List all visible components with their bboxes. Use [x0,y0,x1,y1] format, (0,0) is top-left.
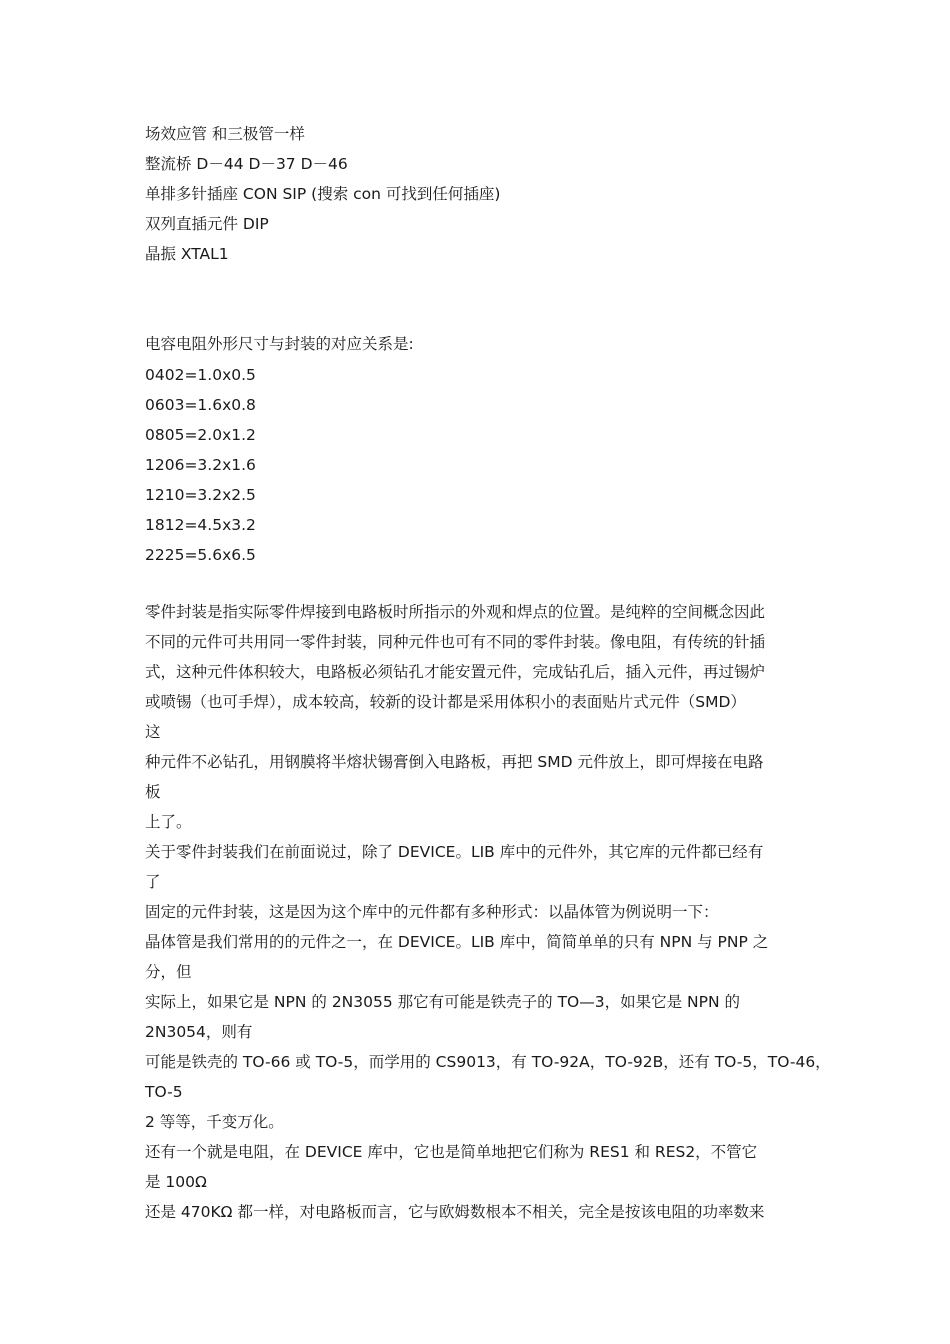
text-line: 1210=3.2x2.5 [145,486,256,504]
text-line: 板 [145,783,161,801]
text-line: 1206=3.2x1.6 [145,456,256,474]
text-line: 不同的元件可共用同一零件封装，同种元件也可有不同的零件封装。像电阻，有传统的针插 [145,633,766,651]
text-line: 关于零件封装我们在前面说过，除了 DEVICE。LIB 库中的元件外，其它库的元件都已经有 [145,843,764,861]
text-line: 这 [145,723,161,741]
text-line: 实际上，如果它是 NPN 的 2N3055 那它有可能是铁壳子的 TO—3，如果它是 NPN 的 [145,993,740,1011]
text-line: 2N3054，则有 [145,1023,253,1041]
text-line: 2 等等，千变万化。 [145,1113,284,1131]
text-line: 式，这种元件体积较大，电路板必须钻孔才能安置元件，完成钻孔后，插入元件，再过锡炉 [145,663,766,681]
text-line: TO-5 [145,1083,183,1101]
text-line: 整流桥 D－44 D－37 D－46 [145,155,348,173]
text-line: 固定的元件封装，这是因为这个库中的元件都有多种形式：以晶体管为例说明一下： [145,903,719,921]
text-line: 0402=1.0x0.5 [145,366,256,384]
text-line: 0805=2.0x1.2 [145,426,256,444]
text-line: 0603=1.6x0.8 [145,396,256,414]
text-line: 零件封装是指实际零件焊接到电路板时所指示的外观和焊点的位置。是纯粹的空间概念因此 [145,603,766,621]
text-line: 单排多针插座 CON SIP (搜索 con 可找到任何插座) [145,185,501,203]
text-line: 可能是铁壳的 TO-66 或 TO-5，而学用的 CS9013，有 TO-92A，TO-92B，还有 TO-5，TO-46， [145,1053,831,1071]
text-line: 双列直插元件 DIP [145,215,269,233]
text-line: 晶体管是我们常用的的元件之一，在 DEVICE。LIB 库中，简简单单的只有 NPN 与 PNP 之 [145,933,769,951]
text-line: 还有一个就是电阻，在 DEVICE 库中，它也是简单地把它们称为 RES1 和 RES2，不管它 [145,1143,758,1161]
text-line: 是 100Ω [145,1173,207,1191]
text-line: 场效应管 和三极管一样 [145,125,305,143]
text-line: 晶振 XTAL1 [145,245,229,263]
text-line: 了 [145,873,161,891]
text-line: 上了。 [145,813,192,831]
text-line: 或喷锡（也可手焊），成本较高，较新的设计都是采用体积小的表面贴片式元件（SMD） [145,693,746,711]
text-line: 1812=4.5x3.2 [145,516,256,534]
text-line: 电容电阻外形尺寸与封装的对应关系是: [145,335,414,353]
text-line: 2225=5.6x6.5 [145,546,256,564]
text-line: 种元件不必钻孔，用钢膜将半熔状锡膏倒入电路板，再把 SMD 元件放上，即可焊接在电路 [145,753,764,771]
text-line: 分，但 [145,963,192,981]
text-line: 还是 470KΩ 都一样，对电路板而言，它与欧姆数根本不相关，完全是按该电阻的功率数来 [145,1203,765,1221]
